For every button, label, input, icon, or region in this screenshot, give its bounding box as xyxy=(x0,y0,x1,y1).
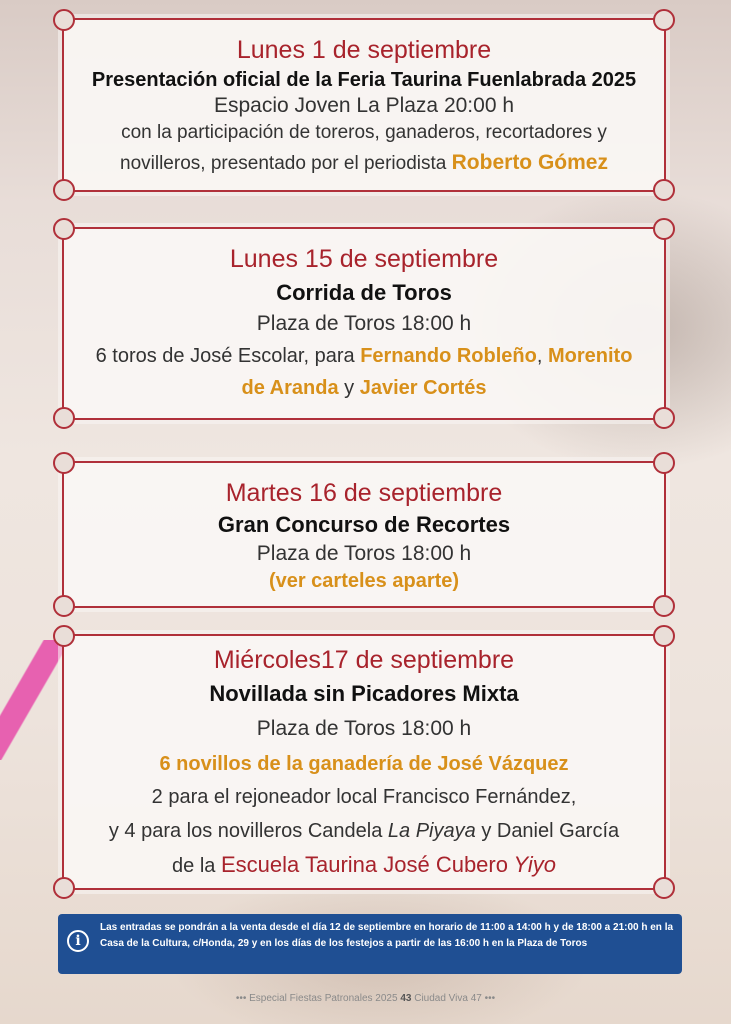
event-title: Corrida de Toros xyxy=(276,280,452,305)
corner-ornament xyxy=(53,407,75,429)
event-description: 6 toros de José Escolar, para Fernando Robleño, Morenito de Aranda y Javier Cortés xyxy=(95,345,633,399)
event-date: Lunes 15 de septiembre xyxy=(229,245,499,273)
event-title: Gran Concurso de Recortes xyxy=(217,512,511,537)
corner-ornament xyxy=(53,595,75,617)
ticket-info-box xyxy=(58,914,682,974)
torero-name: de Aranda xyxy=(241,377,339,399)
event-note: (ver carteles aparte) xyxy=(268,570,460,592)
event-card-2 xyxy=(62,227,666,420)
event-title: Presentación oficial de la Feria Taurina Fuenlabrada 2025 xyxy=(91,69,637,91)
corner-ornament xyxy=(53,179,75,201)
event-card-3 xyxy=(62,461,666,608)
event-card-1 xyxy=(62,18,666,192)
event-venue: Plaza de Toros 18:00 h xyxy=(256,717,472,740)
page-number: 43 xyxy=(400,993,412,1004)
page-number: 47 xyxy=(470,993,482,1004)
ganaderia-line: 6 novillos de la ganadería de José Vázquez xyxy=(159,753,569,775)
corner-ornament xyxy=(653,407,675,429)
event-venue: Plaza de Toros 18:00 h xyxy=(256,542,472,565)
torero-name: Javier Cortés xyxy=(359,377,487,399)
presenter-name: Roberto Gómez xyxy=(451,151,608,174)
event-date: Lunes 1 de septiembre xyxy=(236,36,492,64)
event-date: Martes 16 de septiembre xyxy=(225,479,503,507)
event-description: 2 para el rejoneador local Francisco Fernández, y 4 para los novilleros Candela La Piyaya y Daniel García de la Escuela Taurina José Cubero Yiyo xyxy=(108,786,620,877)
event-title: Novillada sin Picadores Mixta xyxy=(209,681,519,706)
torero-name: Morenito xyxy=(547,345,633,367)
corner-ornament xyxy=(53,877,75,899)
school-name: Escuela Taurina José Cubero xyxy=(220,852,508,877)
event-date: Miércoles17 de septiembre xyxy=(213,646,515,674)
corner-ornament xyxy=(653,595,675,617)
ticket-info-text: Las entradas se pondrán a la venta desde el día 12 de septiembre en horario de 11:00 a 14:00 h y de 18:00 a 21:00 h en la Casa de la Cultura, c/Honda, 29 y en los días de los festejos a partir de las 16:00 h en la Plaza de Toros xyxy=(100,922,674,949)
event-description: con la participación de toreros, ganaderos, recortadores y novilleros, presentado por el periodista Roberto Gómez xyxy=(120,122,608,174)
corner-ornament xyxy=(653,179,675,201)
event-card-4 xyxy=(62,634,666,890)
torero-name: Fernando Robleño xyxy=(360,345,537,367)
info-icon: i xyxy=(67,930,89,952)
corner-ornament xyxy=(653,877,675,899)
event-venue: Espacio Joven La Plaza 20:00 h xyxy=(213,94,515,117)
event-venue: Plaza de Toros 18:00 h xyxy=(256,312,472,335)
page-footer: ••• Especial Fiestas Patronales 2025 43 Ciudad Viva 47 ••• xyxy=(235,993,496,1004)
